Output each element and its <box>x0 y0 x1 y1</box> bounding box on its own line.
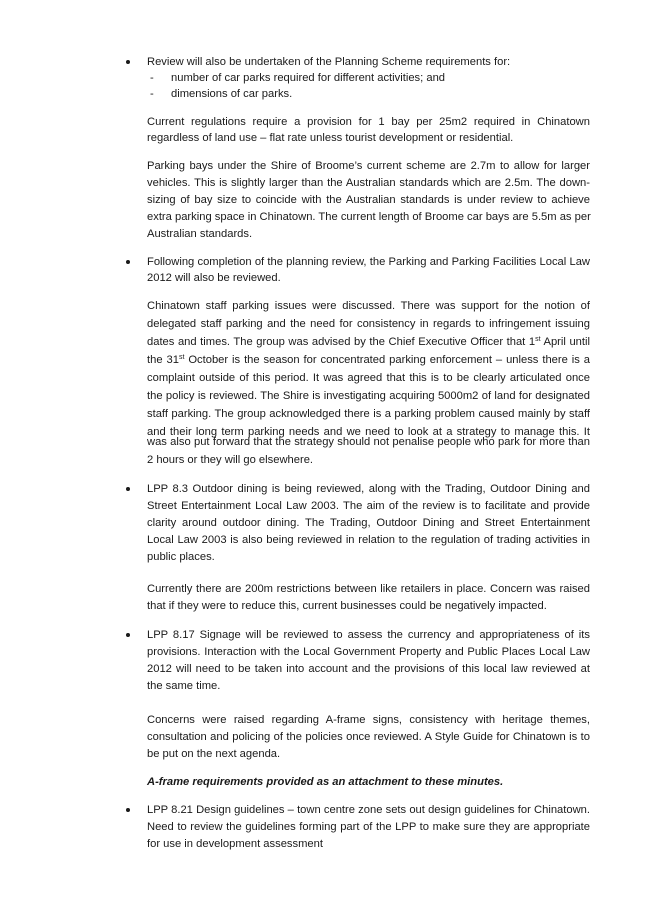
bullet5-intro-line: Need to review the guidelines forming part of the LPP to make sure they are appropriate <box>147 821 590 833</box>
text-fragment: October is the season for concentrated parking enforcement – unless there is a <box>184 354 591 366</box>
bullet1-para2-line: extra parking space in Chinatown. The current length of Broome car bays are 5.5m as per <box>147 211 591 223</box>
text-fragment: April until <box>540 336 590 348</box>
bullet1-intro: Review will also be undertaken of the Planning Scheme requirements for: <box>147 56 511 68</box>
text-fragment: dates and times. The group was advised by the Chief Executive Officer that 1 <box>147 336 536 348</box>
bullet1-para1-line: Current regulations require a provision for 1 bay per 25m2 required in Chinatown <box>147 116 590 128</box>
bullet2-para1-line: staff parking. The group acknowledged there is a parking problem caused mainly by staff <box>147 408 590 420</box>
bullet2-para1-line <box>147 352 590 368</box>
bullet1-sub-item-2: dimensions of car parks. <box>171 88 293 100</box>
dash-marker: - <box>150 88 154 100</box>
bullet3-intro-line: Local Law 2003 is also being reviewed in relation to the regulation of trading activities in <box>147 534 590 546</box>
bullet1-para2-line: sizing of bay size to coincide with the Australian standards is under review to achieve <box>147 194 590 206</box>
bullet2-para1-line: was also put forward that the strategy should not penalise people who park for more than <box>147 436 590 448</box>
bullet3-para1-line: that if they were to reduce this, current businesses could be negatively impacted. <box>147 600 547 612</box>
bullet2-intro-line: Following completion of the planning review, the Parking and Parking Facilities Local Law <box>147 256 590 268</box>
bullet-marker <box>126 60 130 64</box>
bullet1-para2-line: vehicles. This is slightly larger than the Australian standards which are 2.5m. The down- <box>147 177 590 189</box>
bullet4-intro-line: LPP 8.17 Signage will be reviewed to assess the currency and appropriateness of its <box>147 629 590 641</box>
bullet4-emphasis: A-frame requirements provided as an attachment to these minutes. <box>147 776 504 788</box>
bullet1-para1-line: regardless of land use – flat rate unless tourist development or residential. <box>147 132 514 144</box>
bullet2-para1-line: 2 hours or they will go elsewhere. <box>147 454 314 466</box>
bullet1-sub-item-1: number of car parks required for different activities; and <box>171 72 446 84</box>
bullet2-para1-line: complaint outside of this period. It was agreed that this is to be clearly articulated once <box>147 372 590 384</box>
bullet-marker <box>126 808 130 812</box>
bullet4-intro-line: the same time. <box>147 680 221 692</box>
bullet4-para1-line: be put on the next agenda. <box>147 748 281 760</box>
bullet4-para1-line: Concerns were raised regarding A-frame signs, consistency with heritage themes, <box>147 714 590 726</box>
bullet3-intro-line: Street Entertainment Local Law 2003. The aim of the review is to facilitate and provide <box>147 500 590 512</box>
bullet2-para1-line: delegated staff parking and the need for consistency in regards to infringement issuing <box>147 318 590 330</box>
bullet2-para1-line: the policy is reviewed. The Shire is investigating acquiring 5000m2 of land for designated <box>147 390 590 402</box>
bullet3-intro-line: public places. <box>147 551 215 563</box>
bullet5-intro-line: LPP 8.21 Design guidelines – town centre zone sets out design guidelines for Chinatown. <box>147 804 590 816</box>
bullet2-intro-line: 2012 will also be reviewed. <box>147 272 281 284</box>
bullet4-intro-line: provisions. Interaction with the Local Government Property and Public Places Local Law <box>147 646 590 658</box>
bullet2-para1-line: and their long term parking needs and we need to look at a strategy to manage this. It <box>147 426 590 438</box>
superscript: st <box>535 336 541 343</box>
bullet-marker <box>126 260 130 264</box>
bullet3-intro-line: LPP 8.3 Outdoor dining is being reviewed, along with the Trading, Outdoor Dining and <box>147 483 590 495</box>
bullet1-para2-line: Parking bays under the Shire of Broome’s current scheme are 2.7m to allow for larger <box>147 160 590 172</box>
bullet3-para1-line: Currently there are 200m restrictions between like retailers in place. Concern was raised <box>147 583 590 595</box>
bullet4-intro-line: 2012 will need to be taken into account and the provisions of this local law reviewed at <box>147 663 590 675</box>
bullet4-para1-line: consultation and policing of the policies once reviewed. A Style Guide for Chinatown is to <box>147 731 590 743</box>
bullet-marker <box>126 487 130 491</box>
bullet2-para1-line <box>147 334 590 350</box>
bullet3-intro-line: clarity around outdoor dining. The Trading, Outdoor Dining and Street Entertainment <box>147 517 590 529</box>
superscript: st <box>178 354 185 361</box>
dash-marker: - <box>150 72 154 84</box>
text-fragment: the 31 <box>147 354 179 366</box>
bullet-marker <box>126 633 130 637</box>
bullet5-intro-line: for use in development assessment <box>147 838 323 850</box>
bullet1-para2-line: Australian standards. <box>147 228 253 240</box>
bullet2-para1-line: Chinatown staff parking issues were discussed. There was support for the notion of <box>147 300 590 312</box>
